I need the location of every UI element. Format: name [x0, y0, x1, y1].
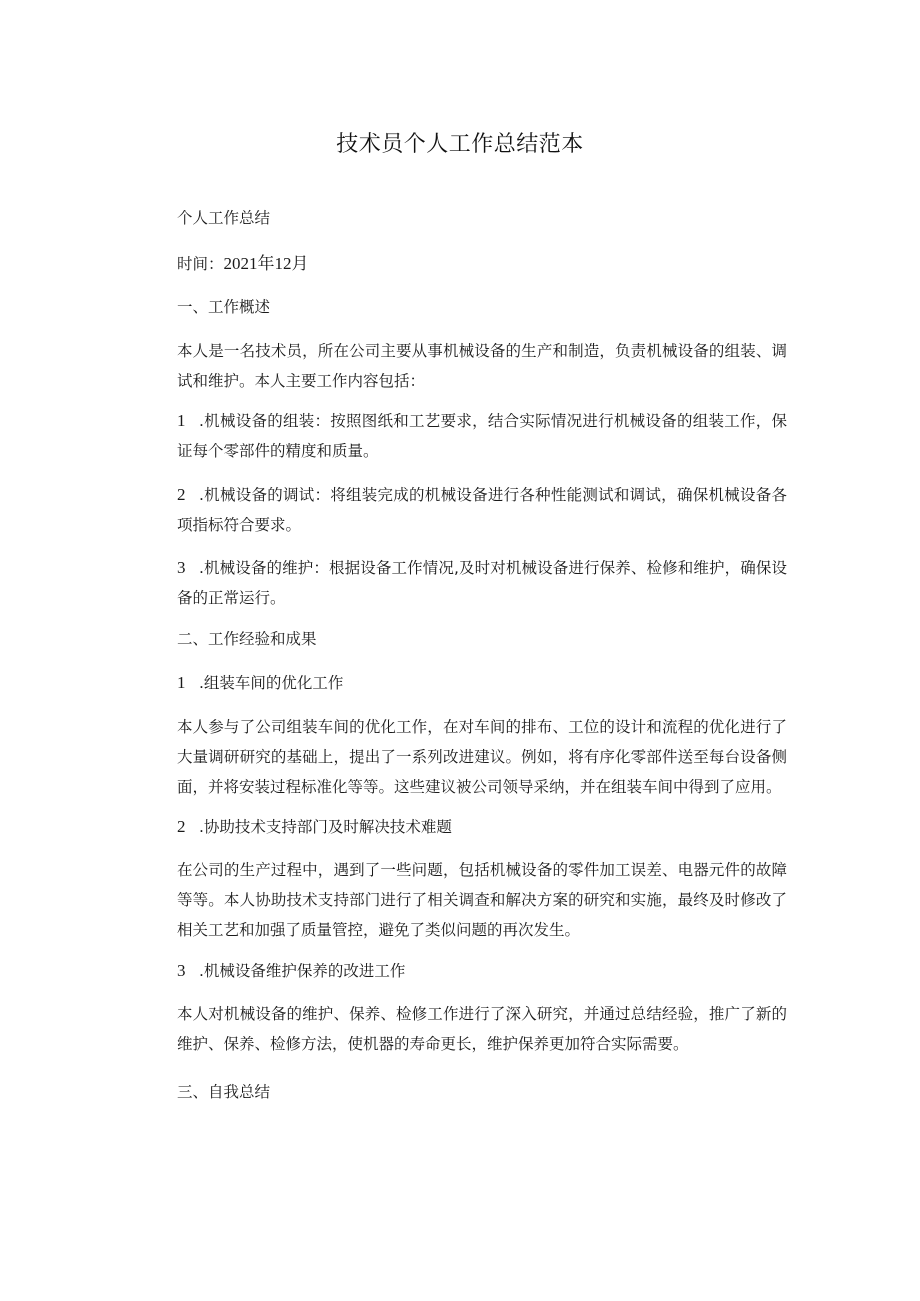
section2-item-3-body: 本人对机械设备的维护、保养、检修工作进行了深入研究，并通过总结经验，推广了新的维护、保养、检修方法，使机器的寿命更长，维护保养更加符合实际需要。: [177, 1005, 787, 1053]
section2-item-1-body: 本人参与了公司组装车间的优化工作，在对车间的排布、工位的设计和流程的优化进行了大量调研研究的基础上，提出了一系列改进建议。例如，将有序化零部件送至每台设备侧面，并将安装过程标准化等等。这些建议被公司领导采纳，并在组装车间中得到了应用。: [177, 718, 787, 796]
section-heading-1: 一、工作概述: [177, 298, 271, 316]
section2-item-2-title: [137, 812, 787, 842]
section2-item-2-body: 在公司的生产过程中，遇到了一些问题，包括机械设备的零件加工误差、电器元件的故障等等。本人协助技术支持部门进行了相关调查和解决方案的研究和实施，最终及时修改了相关工艺和加强了质量管控，避免了类似问题的再次发生。: [177, 861, 787, 939]
item-number: 3: [177, 961, 186, 980]
section1-item-1: [137, 406, 787, 466]
section1-item-2: [137, 480, 787, 540]
item-title: .组装车间的优化工作: [199, 674, 344, 692]
section1-item-3: [137, 553, 787, 613]
subtitle: 个人工作总结: [177, 209, 271, 227]
item-number: 3: [177, 558, 186, 577]
section-heading-2: 二、工作经验和成果: [177, 630, 317, 648]
item-text: .机械设备的组装：按照图纸和工艺要求，结合实际情况进行机械设备的组装工作，保证每个零部件的精度和质量。: [177, 412, 787, 460]
section-heading-3: 三、自我总结: [177, 1083, 271, 1101]
item-title: .协助技术支持部门及时解决技术难题: [199, 818, 452, 836]
section2-item-3-title: [137, 956, 787, 986]
time-line: [137, 249, 787, 279]
item-number: 1: [177, 411, 186, 430]
item-number: 2: [177, 817, 186, 836]
section2-item-1-title: [137, 668, 787, 698]
page-title: 技术员个人工作总结范本: [336, 132, 584, 157]
time-label: 时间：: [177, 255, 224, 273]
item-number: 2: [177, 485, 186, 504]
time-value: 2021年12月: [223, 254, 309, 273]
item-text: .机械设备的调试：将组装完成的机械设备进行各种性能测试和调试，确保机械设备各项指标符合要求。: [177, 486, 787, 534]
section1-intro: 本人是一名技术员，所在公司主要从事机械设备的生产和制造，负责机械设备的组装、调试和维护。本人主要工作内容包括：: [177, 342, 787, 390]
item-title: .机械设备维护保养的改进工作: [199, 962, 406, 980]
item-number: 1: [177, 673, 186, 692]
item-text: .机械设备的维护：根据设备工作情况,及时对机械设备进行保养、检修和维护，确保设备的正常运行。: [177, 559, 787, 607]
